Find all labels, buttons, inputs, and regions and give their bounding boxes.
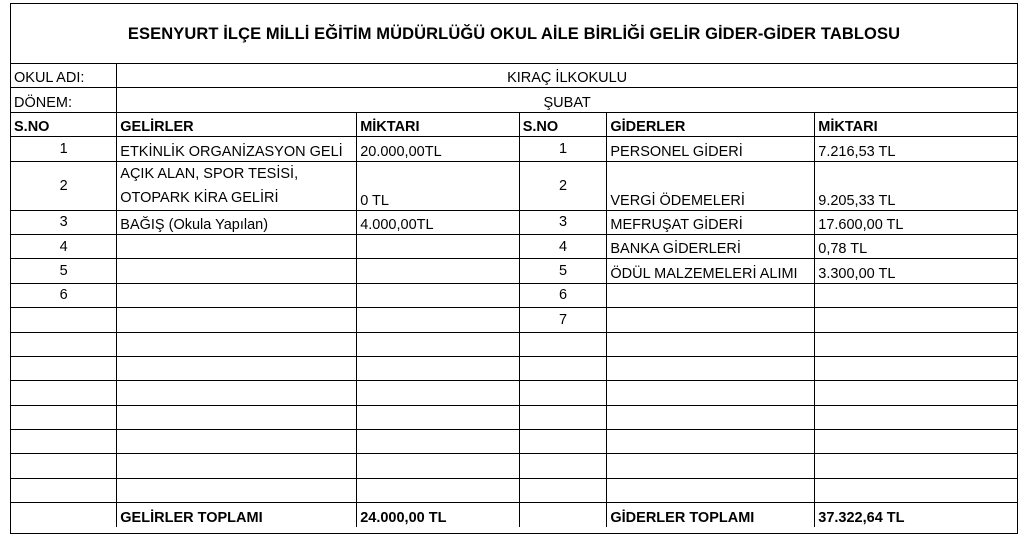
expense-sno: 6 xyxy=(519,283,607,307)
income-sno: 3 xyxy=(11,210,117,234)
expense-amount: 17.600,00 TL xyxy=(815,210,1017,234)
expense-item: PERSONEL GİDERİ xyxy=(607,137,815,161)
empty-row xyxy=(11,356,1017,380)
income-sno: 2 xyxy=(11,161,117,210)
expense-item xyxy=(607,283,815,307)
expense-sno: 7 xyxy=(519,308,607,332)
income-amount: 20.000,00TL xyxy=(357,137,520,161)
income-sno: 4 xyxy=(11,234,117,258)
income-item: ETKİNLİK ORGANİZASYON GELİ xyxy=(117,137,357,161)
empty-row xyxy=(11,381,1017,405)
empty-row xyxy=(11,478,1017,502)
report-sheet xyxy=(10,3,1018,534)
expense-amount xyxy=(815,308,1017,332)
empty-row xyxy=(11,454,1017,478)
income-amount: 0 TL xyxy=(357,161,520,210)
expense-amount: 3.300,00 TL xyxy=(815,259,1017,283)
table-row xyxy=(11,210,1017,234)
expense-amount xyxy=(815,283,1017,307)
income-item xyxy=(117,234,357,258)
expense-total-label: GİDERLER TOPLAMI xyxy=(607,503,815,527)
expense-item: ÖDÜL MALZEMELERİ ALIMI xyxy=(607,259,815,283)
expense-item xyxy=(607,308,815,332)
income-amount xyxy=(357,234,520,258)
expense-sno: 4 xyxy=(519,234,607,258)
school-name: KIRAÇ İLKOKULU xyxy=(117,64,1017,88)
expense-total-value: 37.322,64 TL xyxy=(815,503,1017,527)
period-value: ŞUBAT xyxy=(117,88,1017,112)
table-row xyxy=(11,161,1017,210)
income-sno: 6 xyxy=(11,283,117,307)
income-item: BAĞIŞ (Okula Yapılan) xyxy=(117,210,357,234)
header-income: GELİRLER xyxy=(117,112,357,136)
header-sno-right: S.NO xyxy=(519,112,607,136)
income-item xyxy=(117,259,357,283)
income-item xyxy=(117,161,357,210)
header-sno-left: S.NO xyxy=(11,112,117,136)
expense-sno: 2 xyxy=(519,161,607,210)
expense-amount: 0,78 TL xyxy=(815,234,1017,258)
expense-amount: 7.216,53 TL xyxy=(815,137,1017,161)
table-row xyxy=(11,283,1017,307)
table-row xyxy=(11,259,1017,283)
period-row xyxy=(11,88,1017,112)
expense-item: MEFRUŞAT GİDERİ xyxy=(607,210,815,234)
income-sno xyxy=(11,308,117,332)
header-row xyxy=(11,112,1017,136)
expense-sno: 5 xyxy=(519,259,607,283)
income-amount xyxy=(357,259,520,283)
income-item xyxy=(117,283,357,307)
expense-amount: 9.205,33 TL xyxy=(815,161,1017,210)
expense-item: BANKA GİDERLERİ xyxy=(607,234,815,258)
expense-sno: 3 xyxy=(519,210,607,234)
income-sno: 5 xyxy=(11,259,117,283)
expense-item: VERGİ ÖDEMELERİ xyxy=(607,161,815,210)
income-item-line: OTOPARK KİRA GELİRİ xyxy=(120,189,279,206)
income-amount: 4.000,00TL xyxy=(357,210,520,234)
income-sno: 1 xyxy=(11,137,117,161)
header-amount-right: MİKTARI xyxy=(815,112,1017,136)
income-total-label: GELİRLER TOPLAMI xyxy=(117,503,357,527)
income-item-line: AÇIK ALAN, SPOR TESİSİ, xyxy=(120,165,299,182)
empty-row xyxy=(11,405,1017,429)
empty-row xyxy=(11,430,1017,454)
header-amount-left: MİKTARI xyxy=(357,112,520,136)
income-amount xyxy=(357,308,520,332)
income-expense-table xyxy=(11,64,1017,527)
income-amount xyxy=(357,283,520,307)
school-row xyxy=(11,64,1017,88)
table-row xyxy=(11,234,1017,258)
totals-row xyxy=(11,503,1017,527)
empty-row xyxy=(11,332,1017,356)
table-row xyxy=(11,308,1017,332)
expense-sno: 1 xyxy=(519,137,607,161)
school-label: OKUL ADI: xyxy=(11,64,117,88)
period-label: DÖNEM: xyxy=(11,88,117,112)
page-title: ESENYURT İLÇE MİLLİ EĞİTİM MÜDÜRLÜĞÜ OKUL AİLE BİRLİĞİ GELİR GİDER-GİDER TABLOSU xyxy=(11,4,1017,64)
income-total-value: 24.000,00 TL xyxy=(357,503,520,527)
table-row xyxy=(11,137,1017,161)
income-item xyxy=(117,308,357,332)
header-expense: GİDERLER xyxy=(607,112,815,136)
